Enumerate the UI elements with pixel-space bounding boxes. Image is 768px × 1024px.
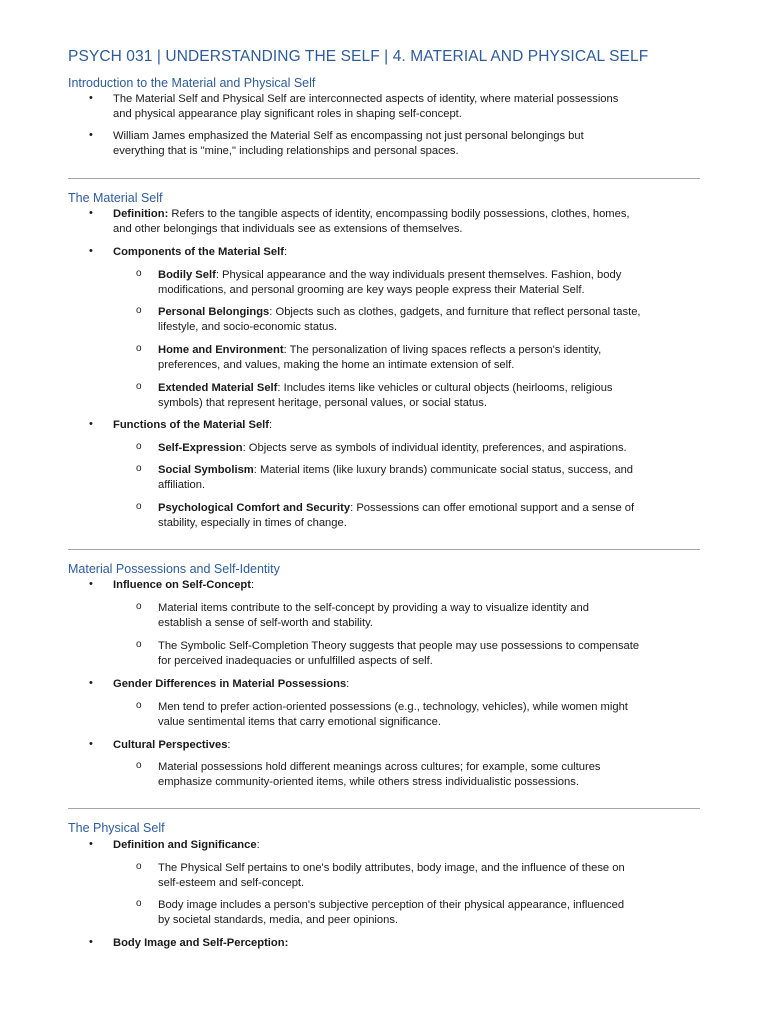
- bullet-marker: •: [89, 418, 93, 430]
- heading-physical-self: The Physical Self: [68, 821, 165, 835]
- function-social-symbolism: [158, 463, 703, 493]
- sub-marker: o: [136, 305, 142, 316]
- bullet-marker: •: [89, 129, 93, 141]
- colon: :: [269, 419, 273, 431]
- sub-marker: o: [136, 441, 142, 452]
- body-image-label: Body Image and Self-Perception:: [113, 937, 289, 949]
- bullet-marker: •: [89, 578, 93, 590]
- physical-definition-heading: [113, 838, 703, 853]
- bullet-marker: •: [89, 245, 93, 257]
- colon: :: [346, 678, 350, 690]
- gender-item-1: [158, 700, 703, 730]
- item-label: Extended Material Self: [158, 382, 278, 394]
- line: affiliation.: [158, 479, 206, 491]
- gender-heading: [113, 677, 703, 692]
- bullet-marker: •: [89, 207, 93, 219]
- line: everything that is "mine," including relationships and personal spaces.: [113, 145, 459, 157]
- cultural-item-1: [158, 760, 703, 790]
- physical-item-1: [158, 861, 703, 891]
- line: : The personalization of living spaces reflects a person's identity,: [283, 344, 602, 356]
- colon: :: [256, 839, 260, 851]
- item-label: Self-Expression: [158, 442, 243, 454]
- sub-marker: o: [136, 861, 142, 872]
- intro-item-1: [113, 92, 703, 122]
- definition-label: Definition:: [113, 208, 169, 220]
- line: Material possessions hold different meanings across cultures; for example, some cultures: [158, 761, 601, 773]
- section-divider: [68, 549, 700, 550]
- item-label: Personal Belongings: [158, 306, 270, 318]
- cultural-heading: [113, 738, 703, 753]
- sub-marker: o: [136, 343, 142, 354]
- section-divider: [68, 178, 700, 179]
- item-label: Bodily Self: [158, 269, 216, 281]
- bullet-marker: •: [89, 677, 93, 689]
- bullet-marker: •: [89, 738, 93, 750]
- component-bodily-self: [158, 268, 703, 298]
- line: self-esteem and self-concept.: [158, 877, 305, 889]
- physical-item-2: [158, 898, 703, 928]
- function-psychological-comfort: [158, 501, 703, 531]
- line: : Includes items like vehicles or cultural objects (heirlooms, religious: [277, 382, 613, 394]
- item-label: Home and Environment: [158, 344, 284, 356]
- component-personal-belongings: [158, 305, 703, 335]
- function-self-expression: [158, 441, 703, 456]
- line: The Symbolic Self-Completion Theory suggests that people may use possessions to compensate: [158, 640, 640, 652]
- gender-label: Gender Differences in Material Possessions: [113, 678, 347, 690]
- heading-material-possessions: Material Possessions and Self-Identity: [68, 562, 280, 576]
- item-label: Social Symbolism: [158, 464, 254, 476]
- influence-item-2: [158, 639, 703, 669]
- line: for perceived inadequacies or unfulfilled aspects of self.: [158, 655, 433, 667]
- definition-label: Definition and Significance: [113, 839, 257, 851]
- line: and physical appearance play significant roles in shaping self-concept.: [113, 108, 462, 120]
- heading-material-self: The Material Self: [68, 191, 163, 205]
- line: establish a sense of self-worth and stability.: [158, 617, 373, 629]
- line: Body image includes a person's subjective perception of their physical appearance, influenced: [158, 899, 625, 911]
- sub-marker: o: [136, 601, 142, 612]
- document-title: PSYCH 031 | UNDERSTANDING THE SELF | 4. MATERIAL AND PHYSICAL SELF: [68, 48, 649, 65]
- line: symbols) that represent heritage, personal values, or social status.: [158, 397, 487, 409]
- line: William James emphasized the Material Self as encompassing not just personal belongings but: [113, 130, 584, 142]
- line: : Material items (like luxury brands) communicate social status, success, and: [253, 464, 634, 476]
- sub-marker: o: [136, 268, 142, 279]
- sub-marker: o: [136, 501, 142, 512]
- line: by societal standards, media, and peer opinions.: [158, 914, 399, 926]
- colon: :: [251, 579, 255, 591]
- line: modifications, and personal grooming are key ways people express their Material Self.: [158, 284, 585, 296]
- line: emphasize community-oriented items, while others stress individualistic possessions.: [158, 776, 579, 788]
- colon: :: [283, 246, 288, 258]
- sub-marker: o: [136, 639, 142, 650]
- components-label: Components of the Material Self: [113, 246, 284, 258]
- component-home-environment: [158, 343, 703, 373]
- line: : Possessions can offer emotional support and a sense of: [350, 502, 635, 514]
- functions-label: Functions of the Material Self: [113, 419, 270, 431]
- influence-heading: [113, 578, 703, 593]
- bullet-marker: •: [89, 838, 93, 850]
- body-image-heading: [113, 936, 703, 951]
- line: Men tend to prefer action-oriented possessions (e.g., technology, vehicles), while women might: [158, 701, 628, 713]
- line: The Physical Self pertains to one's bodily attributes, body image, and the influence of these on: [158, 862, 625, 874]
- section-divider: [68, 808, 700, 809]
- line: and other belongings that individuals see as extensions of themselves.: [113, 223, 463, 235]
- line: : Objects such as clothes, gadgets, and furniture that reflect personal taste,: [269, 306, 641, 318]
- sub-marker: o: [136, 700, 142, 711]
- line: : Objects serve as symbols of individual identity, preferences, and aspirations.: [242, 442, 627, 454]
- influence-item-1: [158, 601, 703, 631]
- components-heading: [113, 245, 703, 260]
- line: lifestyle, and socio-economic status.: [158, 321, 338, 333]
- material-definition: [113, 207, 703, 237]
- sub-marker: o: [136, 760, 142, 771]
- item-label: Psychological Comfort and Security: [158, 502, 351, 514]
- bullet-marker: •: [89, 936, 93, 948]
- sub-marker: o: [136, 463, 142, 474]
- line: stability, especially in times of change.: [158, 517, 347, 529]
- line: preferences, and values, making the home an intimate extension of self.: [158, 359, 515, 371]
- line: The Material Self and Physical Self are interconnected aspects of identity, where material possessions: [113, 93, 619, 105]
- bullet-marker: •: [89, 92, 93, 104]
- sub-marker: o: [136, 381, 142, 392]
- colon: :: [227, 739, 231, 751]
- line: Refers to the tangible aspects of identity, encompassing bodily possessions, clothes, homes,: [168, 208, 630, 220]
- sub-marker: o: [136, 898, 142, 909]
- cultural-label: Cultural Perspectives: [113, 739, 228, 751]
- functions-heading: [113, 418, 703, 433]
- heading-introduction: Introduction to the Material and Physical Self: [68, 76, 316, 90]
- line: : Physical appearance and the way individuals present themselves. Fashion, body: [215, 269, 622, 281]
- line: value sentimental items that carry emotional significance.: [158, 716, 441, 728]
- influence-label: Influence on Self-Concept: [113, 579, 251, 591]
- intro-item-2: [113, 129, 703, 159]
- line: Material items contribute to the self-concept by providing a way to visualize identity and: [158, 602, 589, 614]
- component-extended-material-self: [158, 381, 703, 411]
